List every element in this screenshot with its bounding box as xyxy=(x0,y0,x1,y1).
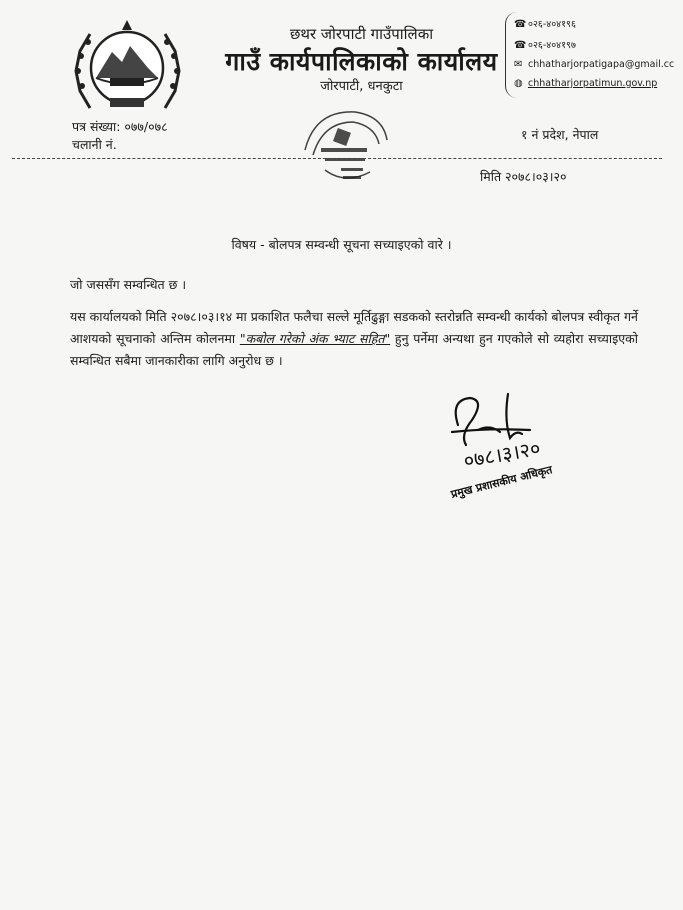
municipality-name: छथर जोरपाटी गाउँपालिका xyxy=(289,25,434,43)
header-divider xyxy=(12,158,662,159)
letter-body xyxy=(70,306,638,372)
province-label: १ नं प्रदेश, नेपाल xyxy=(521,127,599,142)
letter-date: मिति २०७८।०३।२० xyxy=(480,169,567,184)
phone-row: ☎ ०२६-४०४१९६ xyxy=(514,19,576,30)
body-part-1: यस कार्यालयको मिति २०७८।०३।१४ मा प्रकाशित फलैचा सल्ले मूर्तिढुङ्गा सडकको स्तरोन्नति सम्वन्धी कार्यको बोलपत्र स्वीकृत गर्ने आशयको सूचनाको अन्तिम कोलनमा xyxy=(70,309,638,346)
office-title: गाउँ कार्यपालिकाको कार्यालय xyxy=(225,47,498,76)
phone-icon: ☎ xyxy=(514,40,527,51)
signature-date: ०७८।३।२० xyxy=(461,435,543,473)
signature xyxy=(430,390,610,505)
salutation: जो जससँग सम्वन्धित छ । xyxy=(70,277,187,292)
letter-number: पत्र संख्या: ०७७/०७८ xyxy=(72,119,168,134)
phone-row: ☎ ०२६-४०४१९७ xyxy=(514,40,576,51)
dispatch-number: चलानी नं. xyxy=(72,137,117,152)
email-row: ✉ chhatharjorpatigapa@gmail.cc xyxy=(514,59,675,70)
phone-icon: ☎ xyxy=(514,19,527,30)
office-address: जोरपाटी, धनकुटा xyxy=(320,79,403,94)
email-icon: ✉ xyxy=(514,59,523,70)
body-quoted-text: "कबोल गरेको अंक भ्याट सहित" xyxy=(239,331,391,346)
contact-box xyxy=(505,12,678,98)
website-row: ◍ chhatharjorpatimun.gov.np xyxy=(514,78,658,89)
body-part-2: हुनु पर्नेमा अन्यथा हुन गएकोले सो व्यहोरा सच्याइएको सम्वन्धित सबैमा जानकारीका लागि अनुरोध छ । xyxy=(70,331,639,368)
signature-title: प्रमुख प्रशासकीय अधिकृत xyxy=(449,463,554,501)
letter-subject: विषय - बोलपत्र सम्वन्धी सूचना सच्याइएको वारे । xyxy=(231,237,452,252)
office-stamp xyxy=(295,100,395,192)
globe-icon: ◍ xyxy=(514,78,523,89)
